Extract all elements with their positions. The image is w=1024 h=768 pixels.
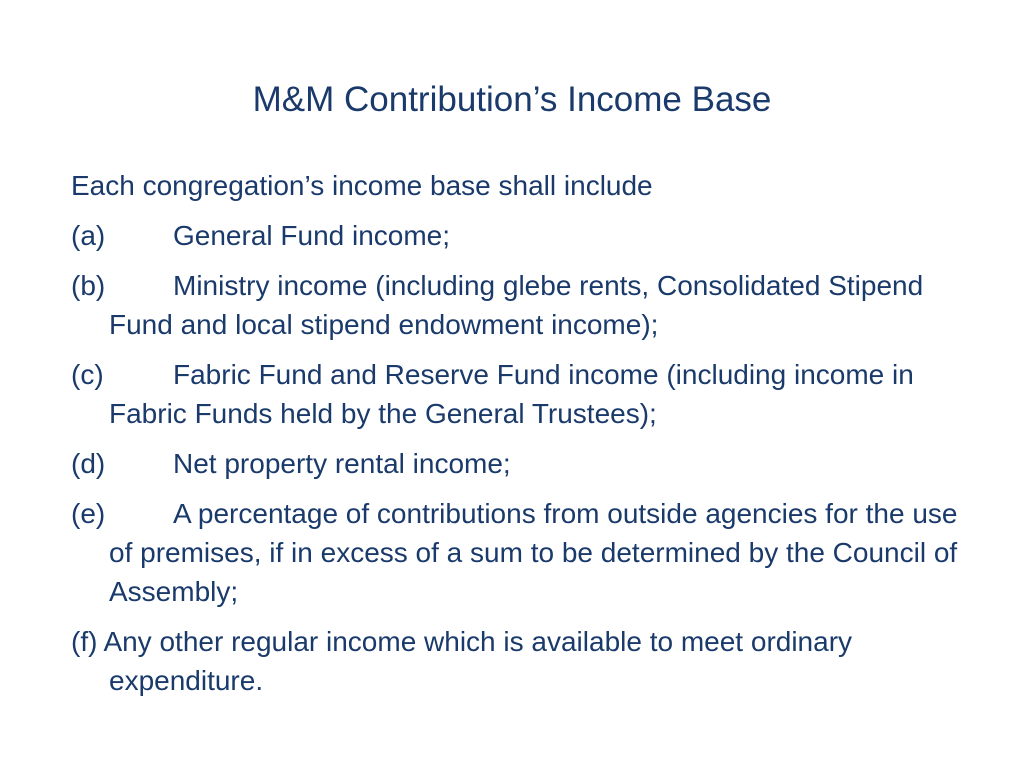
list-item-f — [71, 622, 971, 700]
list-item-a — [71, 216, 971, 255]
list-item-b — [71, 266, 971, 344]
list-text-a: General Fund income; — [173, 220, 451, 251]
list-marker-e: (e) — [71, 498, 106, 529]
list-text-e: A percentage of contributions from outside agencies for the use of premises, if in excess of a sum to be determined by the Council of Assembly; — [109, 498, 958, 607]
list-marker-b: (b) — [71, 270, 106, 301]
list-marker-d: (d) — [71, 448, 106, 479]
list-text-b: Ministry income (including glebe rents, Consolidated Stipend Fund and local stipend endowment income); — [109, 270, 924, 340]
list-marker-f: (f) — [71, 626, 98, 657]
list-item-d — [71, 444, 971, 483]
list-item-e — [71, 494, 971, 611]
list-item-c — [71, 355, 971, 433]
list-text-c: Fabric Fund and Reserve Fund income (including income in Fabric Funds held by the General Trustees); — [109, 359, 914, 429]
slide-title: M&M Contribution’s Income Base — [252, 80, 772, 119]
list-text-d: Net property rental income; — [173, 448, 511, 479]
list-text-f: Any other regular income which is available to meet ordinary expenditure. — [103, 626, 853, 696]
intro-text: Each congregation’s income base shall include — [71, 170, 653, 201]
list-marker-c: (c) — [71, 359, 104, 390]
list-marker-a: (a) — [71, 220, 106, 251]
slide-body — [71, 166, 971, 711]
